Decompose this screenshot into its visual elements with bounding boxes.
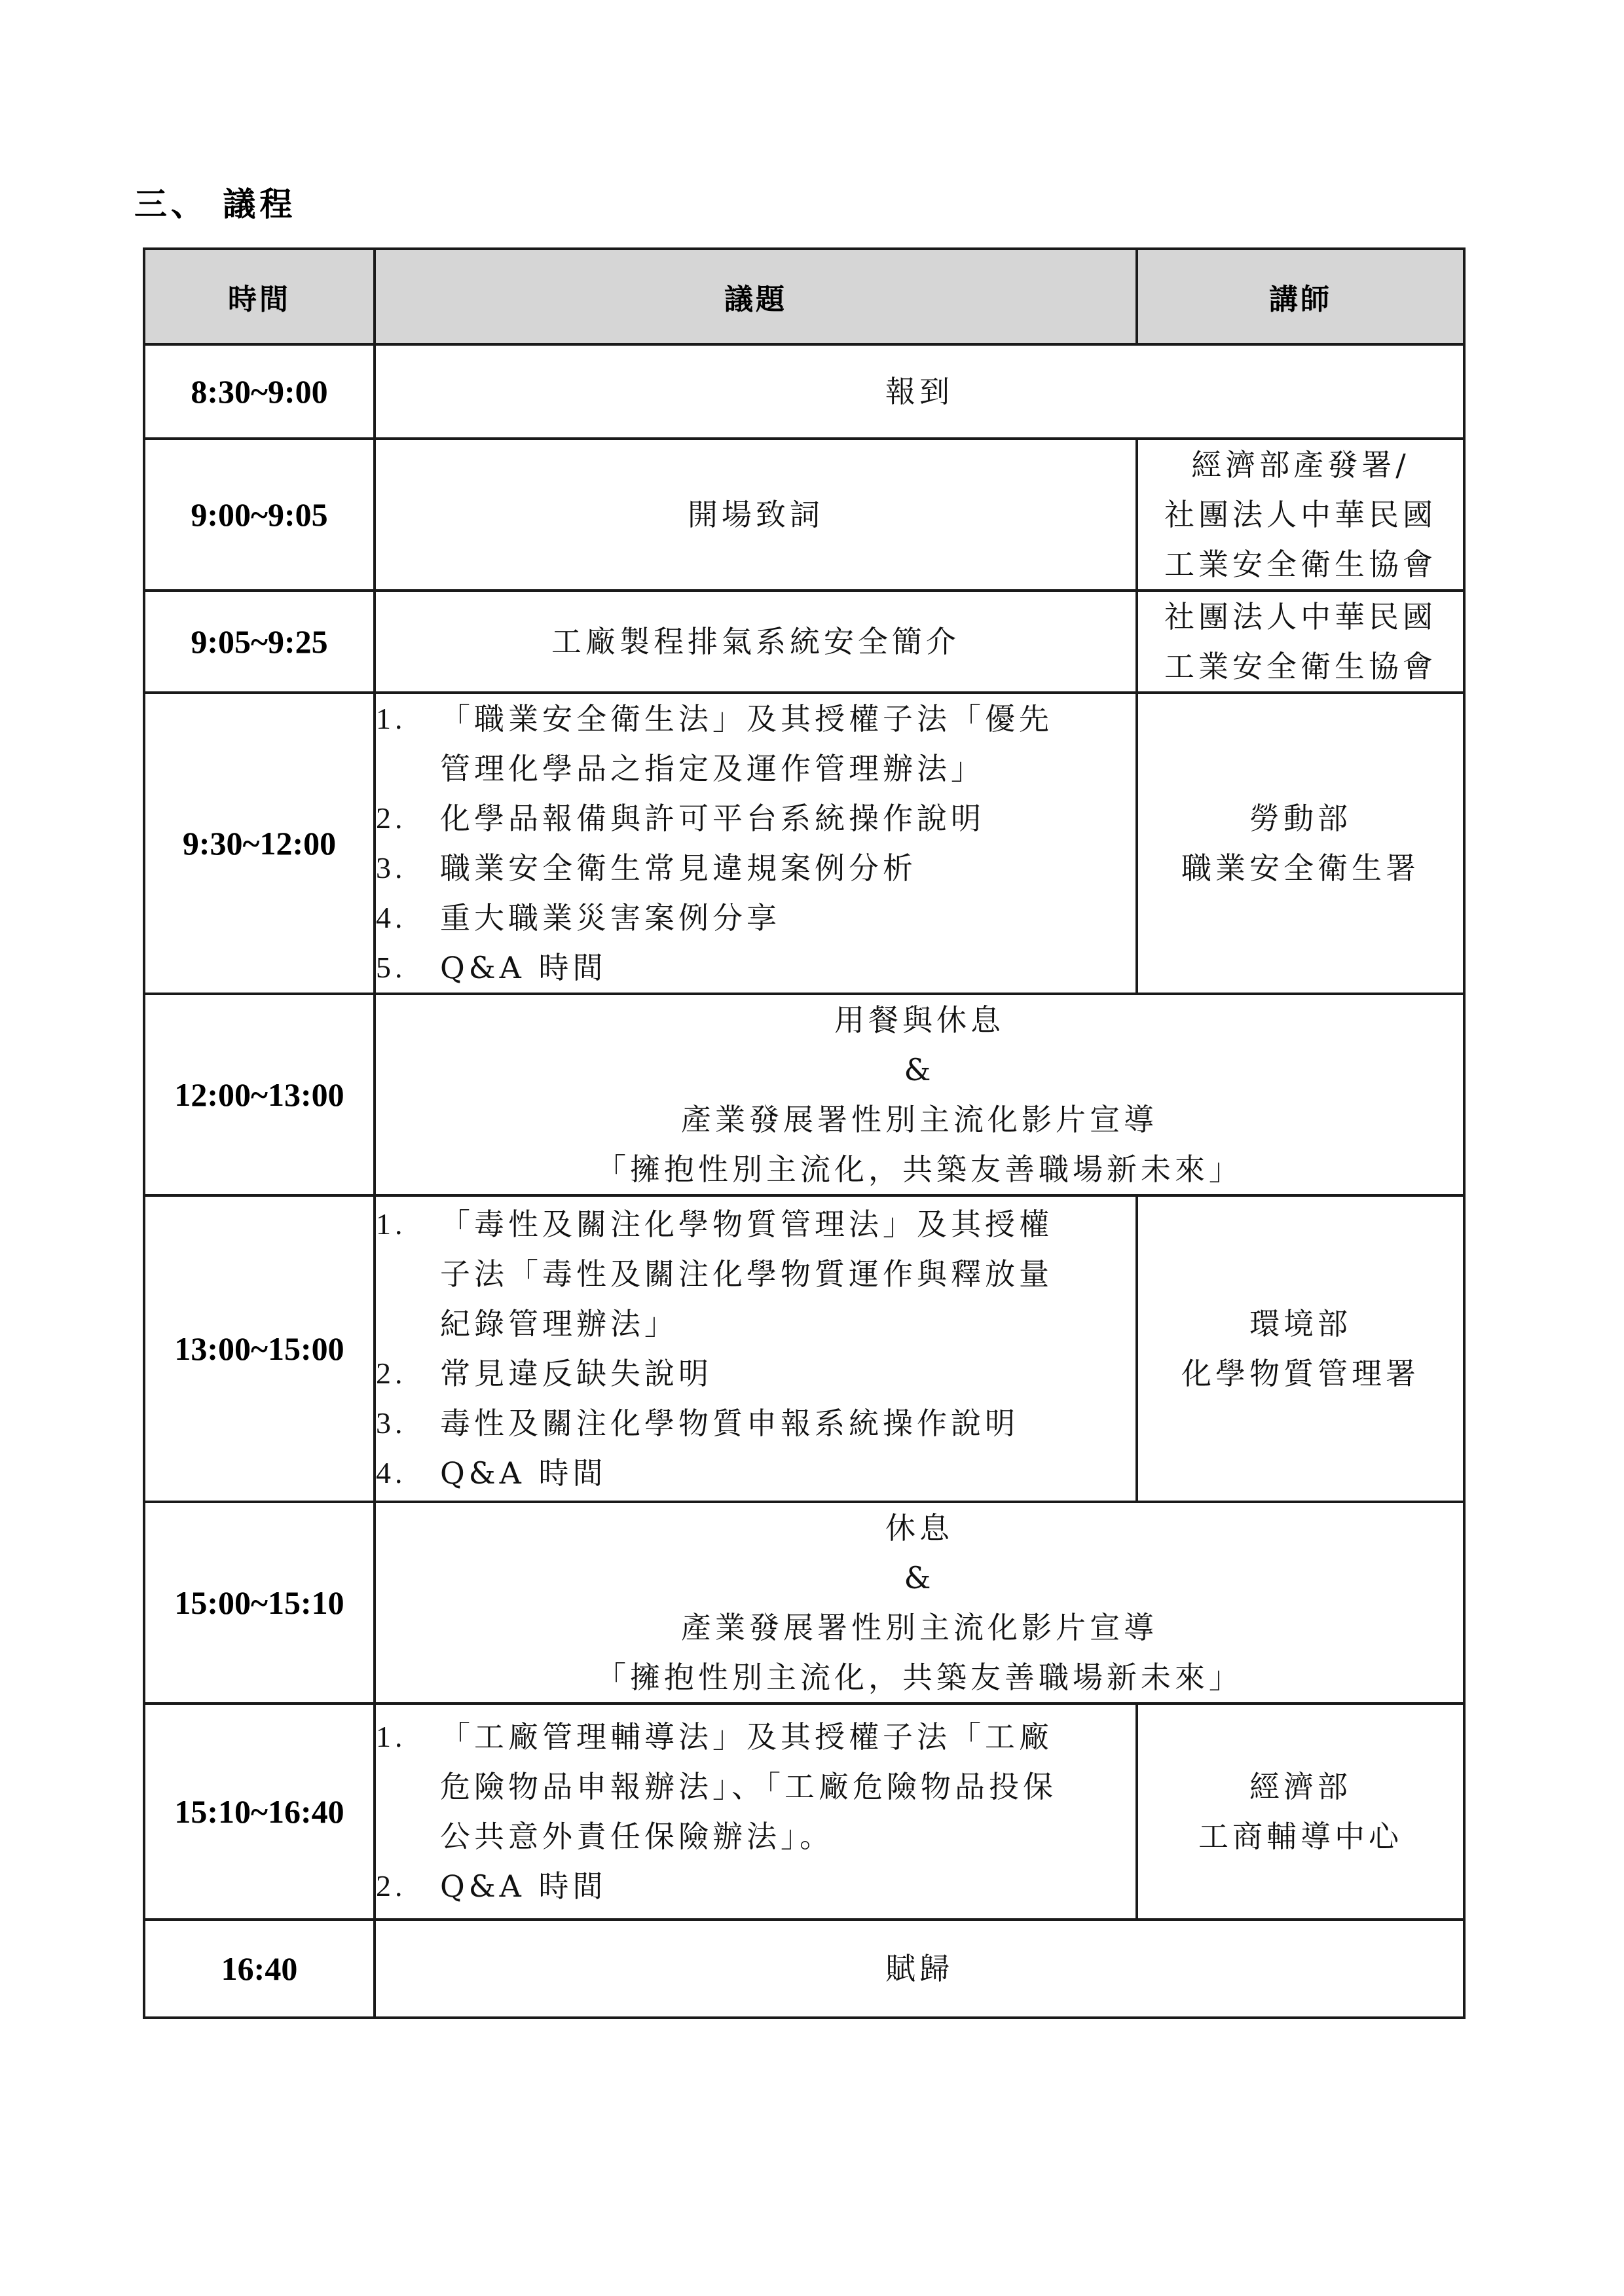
- item-text: 重大職業災害案例分享: [440, 900, 781, 936]
- speaker-line: 勞動部: [1249, 801, 1352, 836]
- item-number: 2.: [376, 1869, 407, 1903]
- row-speaker: [1137, 1195, 1464, 1502]
- topic-item: [376, 793, 1135, 843]
- item-number: 1.: [376, 1720, 407, 1753]
- topic-item: [376, 1448, 1135, 1498]
- agenda-row: [144, 1704, 1464, 1920]
- speaker-line: 工業安全衛生協會: [1164, 547, 1437, 582]
- item-number: 4.: [376, 901, 407, 934]
- item-text: 「工廠管理輔導法」及其授權子法「工廠: [440, 1719, 1053, 1755]
- speaker-line: 社團法人中華民國: [1164, 497, 1437, 532]
- header-time: 時間: [144, 249, 375, 344]
- row-topic: [375, 1195, 1137, 1502]
- speaker-line: 職業安全衛生署: [1181, 850, 1420, 886]
- span-line: &: [904, 1560, 935, 1595]
- agenda-row: [144, 994, 1464, 1195]
- item-text: 管理化學品之指定及運作管理辦法」: [440, 751, 985, 786]
- agenda-row: [144, 1920, 1464, 2018]
- header-speaker: 講師: [1137, 249, 1464, 344]
- topic-item: [376, 943, 1135, 993]
- row-speaker: [1137, 591, 1464, 693]
- span-line: 報到: [885, 374, 953, 409]
- item-number: 1.: [376, 1207, 407, 1241]
- agenda-table: [143, 247, 1466, 2019]
- topic-item: [376, 1349, 1135, 1398]
- row-time: 15:00~15:10: [144, 1502, 375, 1704]
- agenda-row: [144, 1195, 1464, 1502]
- agenda-row: [144, 344, 1464, 439]
- row-topic: [375, 439, 1137, 591]
- item-number: 3.: [376, 851, 407, 884]
- topic-line: 開場致詞: [688, 497, 824, 532]
- row-time: 12:00~13:00: [144, 994, 375, 1195]
- header-row: [144, 249, 1464, 344]
- topic-item: [376, 694, 1135, 793]
- row-span-content: [375, 1920, 1464, 2018]
- item-text: 紀錄管理辦法」: [440, 1306, 678, 1341]
- row-topic: [375, 1704, 1137, 1920]
- span-line: 休息: [885, 1510, 953, 1546]
- row-span-content: [375, 1502, 1464, 1704]
- item-text: Q&A 時間: [440, 1868, 607, 1904]
- speaker-line: 化學物質管理署: [1181, 1356, 1420, 1391]
- row-speaker: [1137, 693, 1464, 994]
- span-line: 用餐與休息: [834, 1002, 1005, 1038]
- topic-item: [376, 1398, 1135, 1448]
- span-line: 產業發展署性別主流化影片宣導: [681, 1102, 1158, 1137]
- row-time: 8:30~9:00: [144, 344, 375, 439]
- topic-item: [376, 1199, 1135, 1349]
- agenda-row: [144, 1502, 1464, 1704]
- item-text: 「毒性及關注化學物質管理法」及其授權: [440, 1207, 1053, 1242]
- row-topic: [375, 591, 1137, 693]
- topic-item: [376, 843, 1135, 893]
- item-text: 「職業安全衛生法」及其授權子法「優先: [440, 701, 1053, 737]
- speaker-line: 工商輔導中心: [1198, 1819, 1403, 1854]
- agenda-row: [144, 439, 1464, 591]
- row-speaker: [1137, 439, 1464, 591]
- span-line: 「擁抱性別主流化，共築友善職場新未來」: [596, 1152, 1243, 1187]
- item-number: 3.: [376, 1406, 407, 1440]
- row-span-content: [375, 344, 1464, 439]
- topic-item: [376, 1712, 1135, 1861]
- item-text: 常見違反缺失說明: [440, 1356, 712, 1391]
- span-line: 賦歸: [885, 1951, 953, 1986]
- item-text: Q&A 時間: [440, 1455, 607, 1491]
- topic-item: [376, 893, 1135, 943]
- item-text: 公共意外責任保險辦法」。: [440, 1819, 834, 1854]
- item-text: 職業安全衛生常見違規案例分析: [440, 850, 917, 886]
- row-time: 16:40: [144, 1920, 375, 2018]
- agenda-row: [144, 591, 1464, 693]
- item-text: 毒性及關注化學物質申報系統操作說明: [440, 1406, 1019, 1441]
- item-number: 2.: [376, 1357, 407, 1390]
- item-number: 4.: [376, 1456, 407, 1489]
- row-time: 9:00~9:05: [144, 439, 375, 591]
- topic-line: 工廠製程排氣系統安全簡介: [551, 624, 960, 659]
- speaker-line: 經濟部產發署/: [1191, 447, 1410, 483]
- speaker-line: 社團法人中華民國: [1164, 599, 1437, 634]
- header-topic: 議題: [375, 249, 1137, 344]
- row-span-content: [375, 994, 1464, 1195]
- row-time: 15:10~16:40: [144, 1704, 375, 1920]
- item-text: 化學品報備與許可平台系統操作說明: [440, 801, 985, 836]
- span-line: 產業發展署性別主流化影片宣導: [681, 1610, 1158, 1645]
- row-time: 9:05~9:25: [144, 591, 375, 693]
- row-time: 9:30~12:00: [144, 693, 375, 994]
- row-time: 13:00~15:00: [144, 1195, 375, 1502]
- row-speaker: [1137, 1704, 1464, 1920]
- row-topic: [375, 693, 1137, 994]
- item-number: 2.: [376, 801, 407, 835]
- section-title: 三、 議程: [134, 185, 297, 223]
- speaker-line: 經濟部: [1249, 1769, 1352, 1804]
- topic-item: [376, 1861, 1135, 1911]
- item-text: 子法「毒性及關注化學物質運作與釋放量: [440, 1256, 1053, 1292]
- item-number: 1.: [376, 702, 407, 735]
- speaker-line: 工業安全衛生協會: [1164, 649, 1437, 684]
- item-text: 危險物品申報辦法」、「工廠危險物品投保: [440, 1769, 1057, 1804]
- item-number: 5.: [376, 951, 407, 984]
- span-line: 「擁抱性別主流化，共築友善職場新未來」: [596, 1660, 1243, 1695]
- agenda-row: [144, 693, 1464, 994]
- speaker-line: 環境部: [1249, 1306, 1352, 1341]
- span-line: &: [904, 1052, 935, 1087]
- item-text: Q&A 時間: [440, 950, 607, 985]
